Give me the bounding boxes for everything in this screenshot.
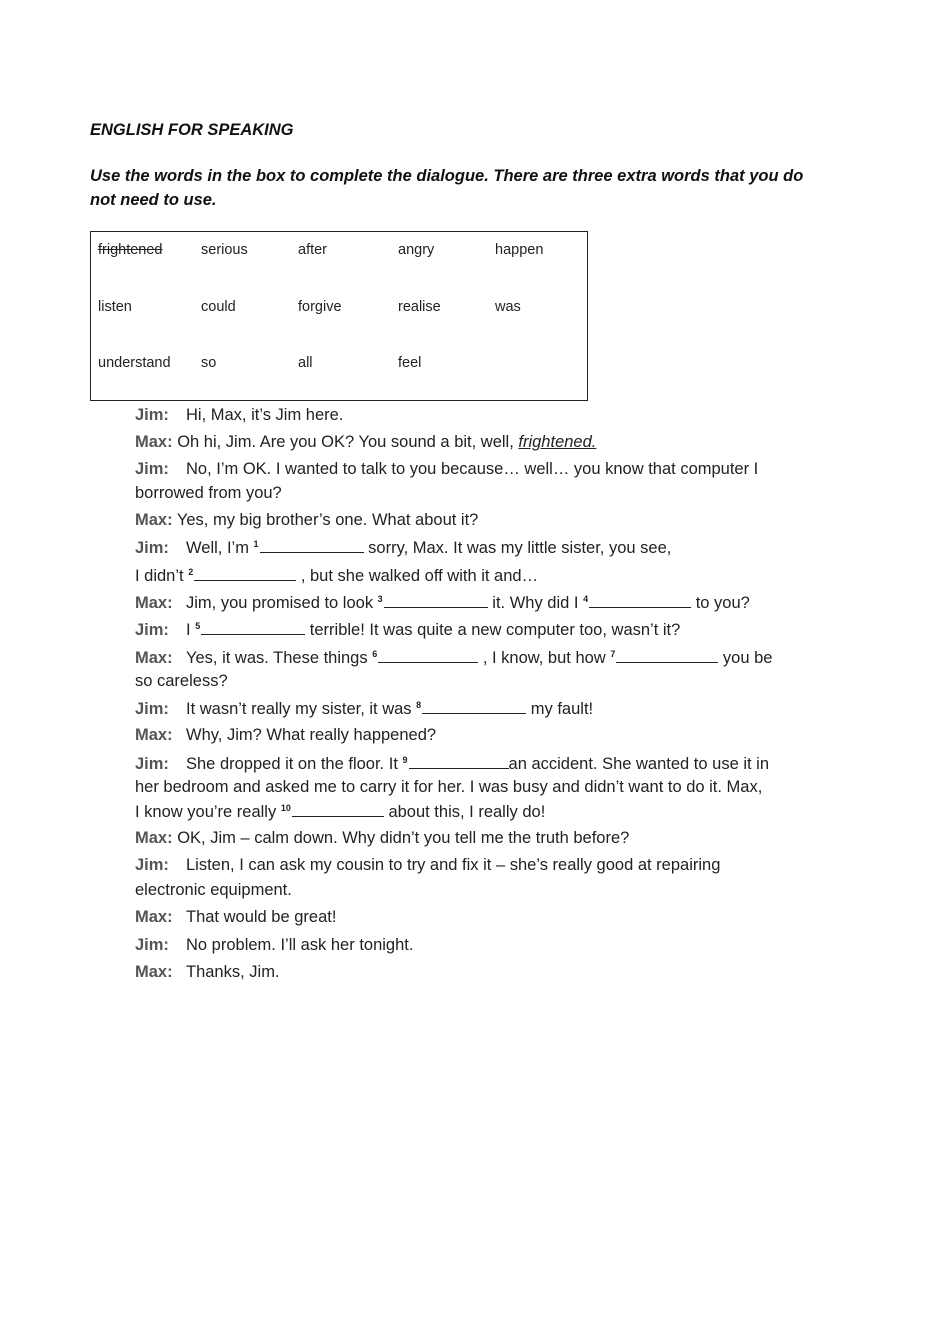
word-forgive: forgive — [298, 299, 342, 315]
line-text: an accident. She wanted to use it in — [508, 755, 770, 773]
answer-blank-9[interactable] — [409, 754, 509, 769]
line-text: about this, I really do! — [388, 803, 546, 821]
word-angry: angry — [398, 242, 435, 258]
speaker-jim: Jim: — [135, 406, 169, 424]
answer-blank-3[interactable] — [384, 593, 488, 608]
word-understand: understand — [98, 355, 171, 371]
gap-number-5: 5 — [195, 621, 201, 631]
speaker-max: Max: — [135, 649, 173, 667]
dialogue-line-13 — [135, 856, 720, 875]
gap-number-1: 1 — [253, 539, 259, 549]
word-listen: listen — [98, 299, 132, 315]
line-text: Hi, Max, it’s Jim here. — [186, 406, 344, 424]
dialogue-line-7 — [135, 620, 680, 640]
line-text: She dropped it on the floor. It — [186, 755, 398, 773]
line-text: That would be great! — [186, 908, 337, 926]
speaker-jim: Jim: — [135, 700, 169, 718]
dialogue-line-8-cont — [135, 672, 228, 691]
gap-number-6: 6 — [372, 649, 378, 659]
line-text: Well, I’m — [186, 539, 249, 557]
answer-blank-2[interactable] — [194, 566, 296, 581]
line-text: Listen, I can ask my cousin to try and fix it – she’s really good at repairing — [186, 856, 721, 874]
line-text: it. Why did I — [492, 594, 579, 612]
task-instructions: Use the words in the box to complete the dialogue. There are three extra words that you do not need to use. — [90, 167, 804, 209]
dialogue-line-11-cont-2 — [135, 802, 545, 822]
gap-number-3: 3 — [377, 594, 383, 604]
speaker-max: Max: — [135, 908, 173, 926]
line-text: Yes, my big brother’s one. What about it? — [176, 511, 479, 529]
word-happen: happen — [495, 242, 544, 258]
gap-number-4: 4 — [583, 594, 589, 604]
dialogue-line-15 — [135, 936, 413, 955]
gap-number-2: 2 — [188, 567, 194, 577]
word-serious: serious — [201, 242, 248, 258]
gap-number-9: 9 — [402, 755, 408, 765]
word-frightened: frightened — [98, 242, 163, 258]
speaker-max: Max: — [135, 511, 173, 529]
dialogue-line-3-cont — [135, 484, 282, 503]
word-could: could — [201, 299, 236, 315]
speaker-jim: Jim: — [135, 621, 169, 639]
speaker-jim: Jim: — [135, 856, 169, 874]
dialogue-line-16 — [135, 963, 280, 982]
line-text: , but she walked off with it and… — [300, 567, 539, 585]
line-text: my fault! — [530, 700, 594, 718]
line-text: It wasn’t really my sister, it was — [186, 700, 412, 718]
speaker-max: Max: — [135, 433, 173, 451]
line-text: terrible! It was quite a new computer too, wasn’t it? — [309, 621, 681, 639]
line-text: borrowed from you? — [135, 484, 282, 502]
line-text: Why, Jim? What really happened? — [186, 726, 437, 744]
example-answer: frightened. — [518, 433, 597, 451]
dialogue-line-13-cont — [135, 881, 292, 900]
dialogue-line-5 — [135, 538, 671, 558]
dialogue-line-1 — [135, 406, 343, 425]
answer-blank-7[interactable] — [616, 648, 718, 663]
line-text: sorry, Max. It was my little sister, you see, — [368, 539, 672, 557]
dialogue-line-12 — [135, 829, 629, 848]
word-box — [90, 231, 588, 401]
speaker-max: Max: — [135, 594, 173, 612]
word-all: all — [298, 355, 313, 371]
answer-blank-1[interactable] — [260, 538, 364, 553]
dialogue-line-11-cont — [135, 778, 762, 797]
line-text: , I know, but how — [482, 649, 606, 667]
answer-blank-10[interactable] — [292, 802, 384, 817]
word-realise: realise — [398, 299, 441, 315]
line-text: No, I’m OK. I wanted to talk to you because… well… you know that computer I — [186, 460, 759, 478]
word-feel: feel — [398, 355, 422, 371]
line-text: electronic equipment. — [135, 881, 292, 899]
dialogue-line-2 — [135, 433, 596, 452]
word-so: so — [201, 355, 217, 371]
worksheet-heading: ENGLISH FOR SPEAKING — [90, 121, 294, 139]
line-text: so careless? — [135, 672, 228, 690]
line-text: I didn’t — [135, 567, 184, 585]
dialogue-line-11 — [135, 754, 769, 774]
line-text: you be — [722, 649, 773, 667]
speaker-max: Max: — [135, 963, 173, 981]
answer-blank-6[interactable] — [378, 648, 478, 663]
dialogue-line-6 — [135, 593, 750, 613]
line-text: Jim, you promised to look — [186, 594, 374, 612]
word-was: was — [495, 299, 521, 315]
line-text: her bedroom and asked me to carry it for her. I was busy and didn’t want to do it. Max, — [135, 778, 763, 796]
dialogue-line-10 — [135, 726, 436, 745]
line-text: Yes, it was. These things — [186, 649, 368, 667]
dialogue-line-14 — [135, 908, 336, 927]
speaker-max: Max: — [135, 726, 173, 744]
speaker-jim: Jim: — [135, 936, 169, 954]
speaker-jim: Jim: — [135, 539, 169, 557]
answer-blank-4[interactable] — [589, 593, 691, 608]
dialogue-line-5-cont — [135, 566, 538, 586]
dialogue-line-8 — [135, 648, 772, 668]
line-text: I know you’re really — [135, 803, 277, 821]
word-after: after — [298, 242, 328, 258]
answer-blank-5[interactable] — [201, 620, 305, 635]
dialogue-line-4 — [135, 511, 478, 530]
speaker-max: Max: — [135, 829, 173, 847]
speaker-jim: Jim: — [135, 460, 169, 478]
line-text: OK, Jim – calm down. Why didn’t you tell me the truth before? — [177, 829, 630, 847]
line-text: I — [186, 621, 191, 639]
line-text: to you? — [695, 594, 750, 612]
dialogue-line-3 — [135, 460, 758, 479]
speaker-jim: Jim: — [135, 755, 169, 773]
gap-number-7: 7 — [610, 649, 616, 659]
line-text: Oh hi, Jim. Are you OK? You sound a bit, well, — [177, 433, 514, 451]
dialogue-line-9 — [135, 699, 593, 719]
line-text: Thanks, Jim. — [186, 963, 280, 981]
gap-number-10: 10 — [280, 803, 291, 813]
line-text: No problem. I’ll ask her tonight. — [186, 936, 414, 954]
answer-blank-8[interactable] — [422, 699, 526, 714]
gap-number-8: 8 — [416, 700, 422, 710]
